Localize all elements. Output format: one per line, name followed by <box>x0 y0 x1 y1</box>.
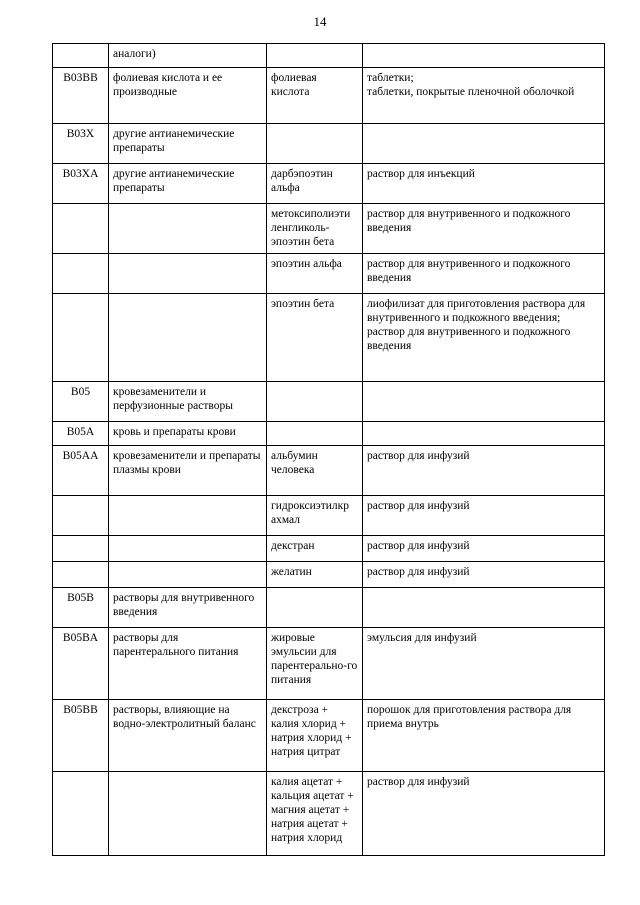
form-line: раствор для инфузий <box>367 450 470 462</box>
form-line: эмульсия для инфузий <box>367 632 477 644</box>
group-cell: кровезаменители и перфузионные растворы <box>109 382 267 422</box>
form-cell <box>363 628 605 700</box>
form-cell <box>363 422 605 446</box>
form-line: порошок для приготовления раствора для приема внутрь <box>367 704 572 730</box>
table-row <box>53 382 605 422</box>
table-row <box>53 700 605 772</box>
substance-cell <box>267 44 363 68</box>
form-cell <box>363 536 605 562</box>
substance-cell <box>267 124 363 164</box>
substance-cell: метоксиполиэти ленгликоль-эпоэтин бета <box>267 204 363 254</box>
table-row <box>53 124 605 164</box>
group-cell <box>109 254 267 294</box>
group-cell <box>109 772 267 856</box>
table-row <box>53 44 605 68</box>
substance-cell <box>267 588 363 628</box>
group-cell <box>109 562 267 588</box>
substance-cell <box>267 382 363 422</box>
atc-code-cell: B05BA <box>53 628 109 700</box>
atc-code-cell: B03XA <box>53 164 109 204</box>
table-row <box>53 772 605 856</box>
atc-code-cell <box>53 254 109 294</box>
form-cell <box>363 588 605 628</box>
atc-code-cell <box>53 772 109 856</box>
group-cell <box>109 294 267 382</box>
form-cell <box>363 44 605 68</box>
group-cell: кровезаменители и препараты плазмы крови <box>109 446 267 496</box>
substance-cell <box>267 422 363 446</box>
table-row <box>53 68 605 124</box>
table-row <box>53 164 605 204</box>
form-cell <box>363 496 605 536</box>
table-row <box>53 422 605 446</box>
table-body <box>53 44 605 856</box>
table-row <box>53 204 605 254</box>
table-row <box>53 294 605 382</box>
substance-cell: калия ацетат + кальция ацетат + магния ацетат + натрия ацетат + натрия хлорид <box>267 772 363 856</box>
table-row <box>53 496 605 536</box>
form-line: раствор для внутривенного и подкожного введения <box>367 208 571 234</box>
form-line: раствор для внутривенного и подкожного введения <box>367 258 571 284</box>
atc-code-cell <box>53 294 109 382</box>
table-row <box>53 562 605 588</box>
substance-cell: дарбэпоэтин альфа <box>267 164 363 204</box>
substance-cell: желатин <box>267 562 363 588</box>
substance-cell: декстран <box>267 536 363 562</box>
substance-cell: эпоэтин бета <box>267 294 363 382</box>
group-cell <box>109 496 267 536</box>
form-cell <box>363 68 605 124</box>
form-cell <box>363 164 605 204</box>
form-line: раствор для внутривенного и подкожного введения <box>367 326 571 352</box>
group-cell: другие антианемические препараты <box>109 124 267 164</box>
form-line: раствор для инфузий <box>367 540 470 552</box>
form-cell <box>363 124 605 164</box>
form-cell <box>363 254 605 294</box>
atc-code-cell: B05 <box>53 382 109 422</box>
table-row <box>53 588 605 628</box>
substance-cell: декстроза + калия хлорид + натрия хлорид + натрия цитрат <box>267 700 363 772</box>
form-line: таблетки, покрытые пленочной оболочкой <box>367 86 575 98</box>
atc-code-cell: B05AA <box>53 446 109 496</box>
atc-code-cell: B05B <box>53 588 109 628</box>
form-cell <box>363 294 605 382</box>
group-cell <box>109 536 267 562</box>
form-line: раствор для инфузий <box>367 776 470 788</box>
table-row <box>53 628 605 700</box>
form-line: раствор для инфузий <box>367 566 470 578</box>
atc-code-cell: B05A <box>53 422 109 446</box>
group-cell: растворы для внутривенного введения <box>109 588 267 628</box>
atc-code-cell <box>53 536 109 562</box>
group-cell: фолиевая кислота и ее производные <box>109 68 267 124</box>
substance-cell: гидроксиэтилкр ахмал <box>267 496 363 536</box>
substance-cell: фолиевая кислота <box>267 68 363 124</box>
substance-cell: альбумин человека <box>267 446 363 496</box>
substance-cell: эпоэтин альфа <box>267 254 363 294</box>
form-cell <box>363 700 605 772</box>
form-cell <box>363 562 605 588</box>
page-number: 14 <box>313 14 327 29</box>
group-cell: аналоги) <box>109 44 267 68</box>
form-line: раствор для инъекций <box>367 168 475 180</box>
atc-code-cell: B05BB <box>53 700 109 772</box>
table-row <box>53 446 605 496</box>
form-line: таблетки; <box>367 72 414 84</box>
atc-code-cell <box>53 44 109 68</box>
form-line: лиофилизат для приготовления раствора для внутривенного и подкожного введения; <box>367 298 586 324</box>
form-cell <box>363 382 605 422</box>
atc-code-cell <box>53 496 109 536</box>
substance-cell: жировые эмульсии для парентерально-го питания <box>267 628 363 700</box>
atc-code-cell <box>53 204 109 254</box>
group-cell: растворы, влияющие на водно-электролитный баланс <box>109 700 267 772</box>
atc-code-cell <box>53 562 109 588</box>
atc-code-cell: B03X <box>53 124 109 164</box>
group-cell: растворы для парентерального питания <box>109 628 267 700</box>
form-cell <box>363 446 605 496</box>
table-row <box>53 254 605 294</box>
group-cell: другие антианемические препараты <box>109 164 267 204</box>
form-line: раствор для инфузий <box>367 500 470 512</box>
drug-table <box>52 43 605 856</box>
form-cell <box>363 772 605 856</box>
form-cell <box>363 204 605 254</box>
group-cell: кровь и препараты крови <box>109 422 267 446</box>
group-cell <box>109 204 267 254</box>
atc-code-cell: B03BB <box>53 68 109 124</box>
table-row <box>53 536 605 562</box>
